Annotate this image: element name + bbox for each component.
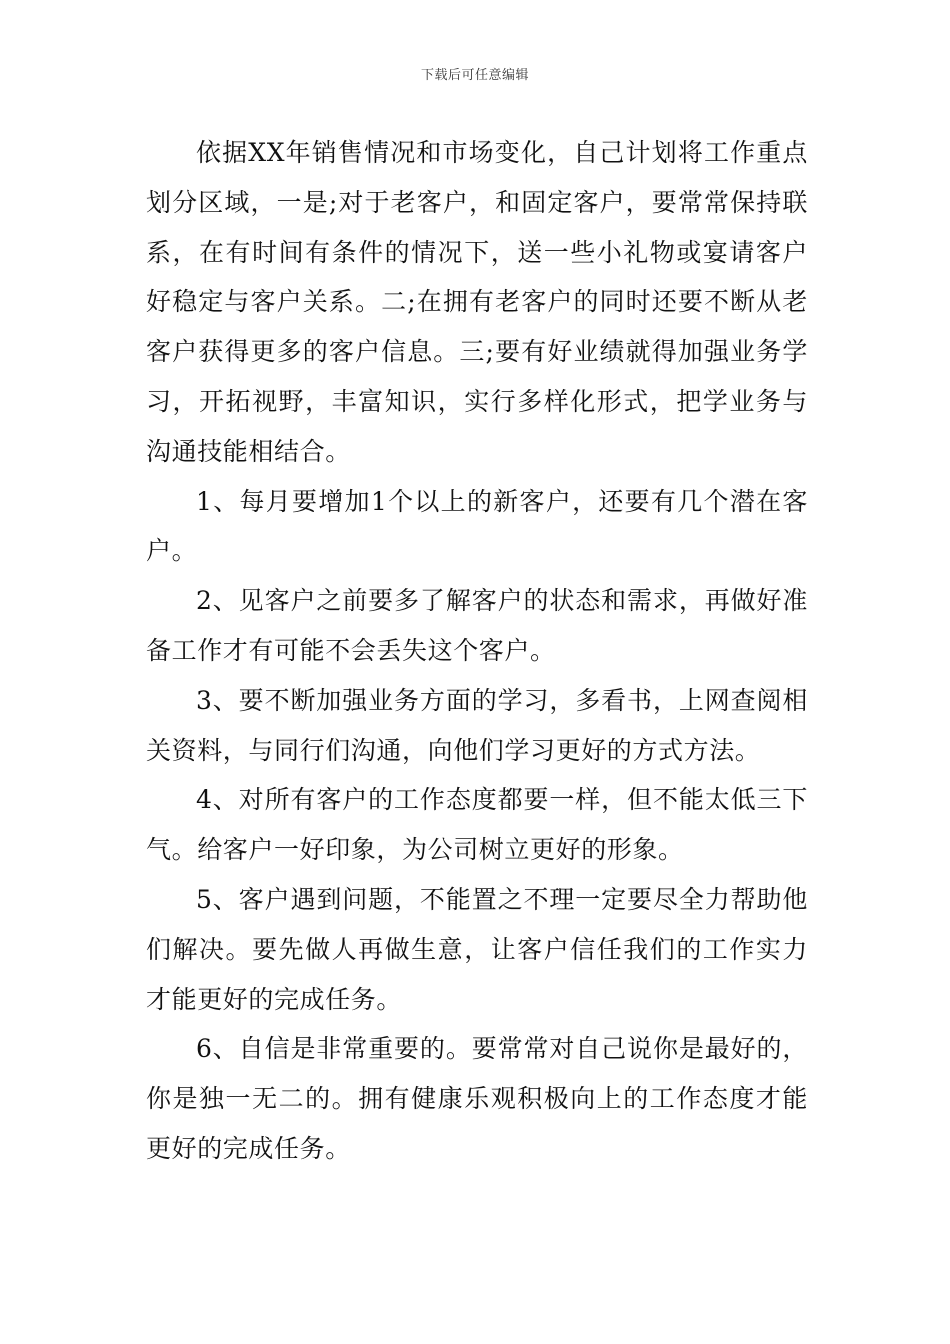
list-item-3: 3、要不断加强业务方面的学习，多看书，上网查阅相关资料，与同行们沟通，向他们学习更好的方式方法。	[146, 685, 808, 765]
list-item-5: 5、客户遇到问题，不能置之不理一定要尽全力帮助他们解决。要先做人再做生意，让客户信任我们的工作实力才能更好的完成任务。	[146, 884, 808, 1014]
list-item-1: 1、每月要增加1个以上的新客户，还要有几个潜在客户。	[146, 486, 808, 566]
list-item-4: 4、对所有客户的工作态度都要一样，但不能太低三下气。给客户一好印象，为公司树立更好的形象。	[146, 785, 808, 865]
header-note: 下载后可任意编辑	[420, 68, 529, 83]
document-body	[146, 128, 808, 1174]
list-item-2: 2、见客户之前要多了解客户的状态和需求，再做好准备工作才有可能不会丢失这个客户。	[146, 586, 808, 665]
intro-paragraph: 依据XX年销售情况和市场变化，自己计划将工作重点划分区域，一是;对于老客户，和固定客户，要常常保持联系，在有时间有条件的情况下，送一些小礼物或宴请客户好稳定与客户关系。二;在拥有老客户的同时还要不断从老客户获得更多的客户信息。三;要有好业绩就得加强业务学习，开拓视野，丰富知识，实行多样化形式，把学业务与沟通技能相结合。	[146, 138, 808, 466]
list-item-6: 6、自信是非常重要的。要常常对自己说你是最好的，你是独一无二的。拥有健康乐观积极向上的工作态度才能更好的完成任务。	[146, 1034, 808, 1163]
